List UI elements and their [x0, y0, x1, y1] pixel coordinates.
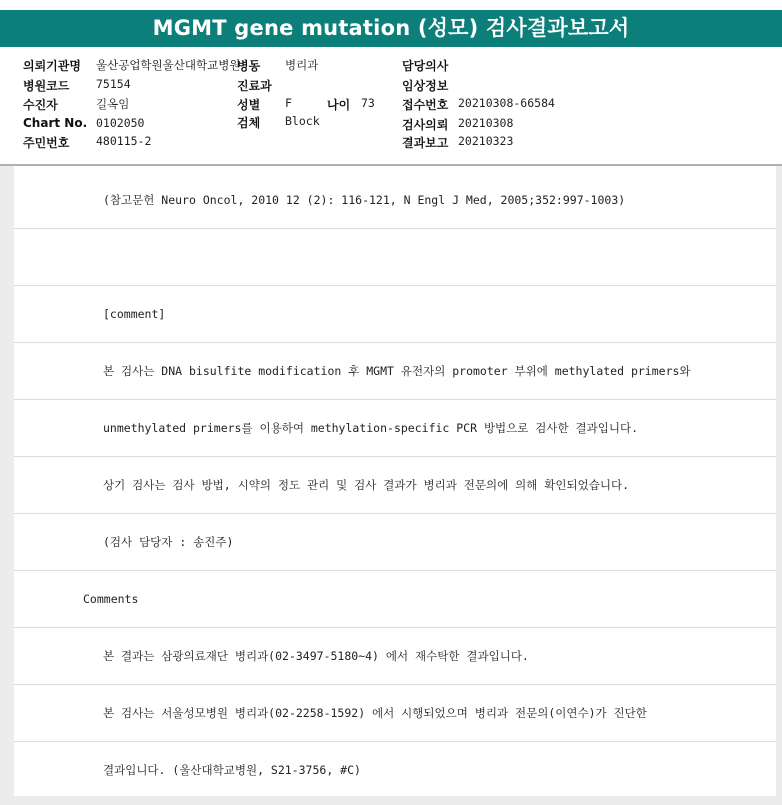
- report-date-value: 20210323: [458, 134, 514, 148]
- resident-no-label: 주민번호: [23, 136, 70, 150]
- report-body: [14, 172, 776, 799]
- request-date-value: 20210308: [458, 116, 514, 130]
- age-label: 나이: [327, 98, 351, 112]
- specimen-label: 검체: [237, 116, 261, 130]
- institution-value: 울산공업학원울산대학교병원: [96, 58, 241, 72]
- clinical-info-label: 임상정보: [402, 79, 449, 93]
- patient-info-panel: [0, 53, 782, 165]
- diagnosis-line-2: 결과입니다. (울산대학교병원, S21-3756, #C): [14, 742, 776, 799]
- doctor-label: 담당의사: [402, 59, 449, 73]
- request-date-label: 검사의뢰: [402, 118, 449, 132]
- institution-label: 의뢰기관명: [23, 59, 81, 73]
- diagnosis-line-1: 본 검사는 서울성모병원 병리과(02-2258-1592) 에서 시행되었으며 병리과 전문의(이연수)가 진단한: [14, 685, 776, 742]
- chart-no-label: Chart No.: [23, 116, 88, 130]
- department-label: 진료과: [237, 79, 272, 93]
- ward-label: 병동: [237, 59, 261, 73]
- bottom-frame: [0, 796, 782, 805]
- hospital-code-label: 병원코드: [23, 79, 70, 93]
- method-line-1: 본 검사는 DNA bisulfite modification 후 MGMT 유전자의 promoter 부위에 methylated primers와: [14, 343, 776, 400]
- method-line-2: unmethylated primers를 이용하여 methylation-specific PCR 방법으로 검사한 결과입니다.: [14, 400, 776, 457]
- hospital-code-value: 75154: [96, 77, 131, 91]
- blank-line: [14, 229, 776, 286]
- reference-line: (참고문헌 Neuro Oncol, 2010 12 (2): 116-121, N Engl J Med, 2005;352:997-1003): [14, 172, 776, 229]
- referral-line: 본 결과는 삼광의료재단 병리과(02-3497-5180~4) 에서 재수탁한 결과입니다.: [14, 628, 776, 685]
- report-title: MGMT gene mutation (성모) 검사결과보고서: [0, 10, 782, 47]
- resident-no-value: 480115-2: [96, 134, 152, 148]
- ward-value: 병리과: [285, 58, 319, 72]
- chart-no-value: 0102050: [96, 116, 145, 130]
- receipt-no-value: 20210308-66584: [458, 96, 555, 110]
- sex-value: F: [285, 96, 292, 110]
- left-frame: [0, 166, 14, 805]
- right-frame: [776, 166, 782, 805]
- technician-line: (검사 담당자 : 송진주): [14, 514, 776, 571]
- header-divider: [0, 164, 782, 166]
- comments-heading: Comments: [14, 571, 776, 628]
- specimen-value: Block: [285, 114, 320, 128]
- age-value: 73: [361, 96, 375, 110]
- sex-label: 성별: [237, 98, 261, 112]
- qc-line: 상기 검사는 검사 방법, 시약의 정도 관리 및 검사 결과가 병리과 전문의에 의해 확인되었습니다.: [14, 457, 776, 514]
- report-date-label: 결과보고: [402, 136, 449, 150]
- comment-tag: [comment]: [14, 286, 776, 343]
- receipt-no-label: 접수번호: [402, 98, 449, 112]
- patient-label: 수진자: [23, 98, 58, 112]
- patient-value: 길옥임: [96, 97, 130, 111]
